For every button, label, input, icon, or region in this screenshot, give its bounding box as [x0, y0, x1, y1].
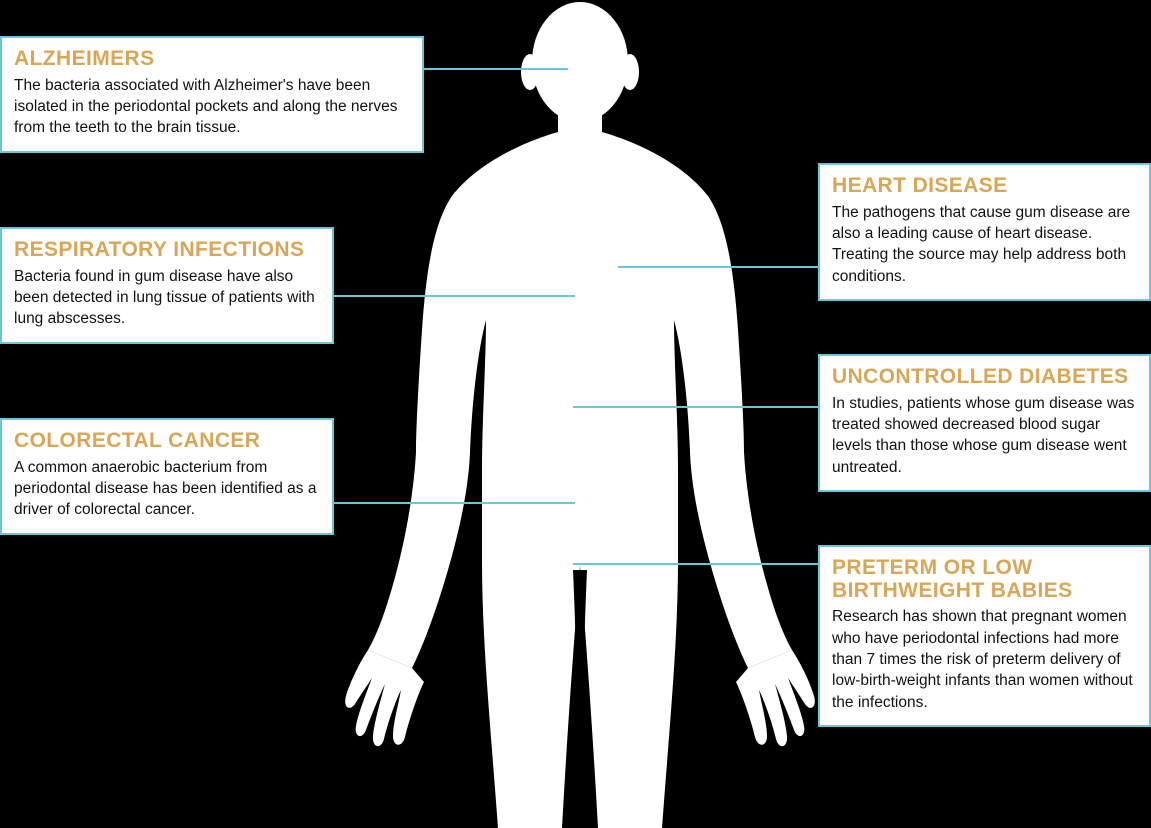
callout-uncontrolled-diabetes[interactable]	[818, 354, 1151, 492]
callout-body-alzheimers: The bacteria associated with Alzheimer's have been isolated in the periodontal pockets and along the nerves from the teeth to the brain tissue.	[14, 76, 398, 137]
connector-line-respiratory	[332, 295, 575, 297]
callout-body-preterm-low-birthweight: Research has shown that pregnant women who have periodontal infections had more than 7 times the risk of preterm delivery of low-birth-weight infants than women without the infections.	[832, 608, 1133, 711]
callout-respiratory-infections[interactable]	[0, 227, 334, 344]
callout-title-colorectal-cancer: COLORECTAL CANCER	[14, 429, 261, 452]
callout-body-colorectal-cancer: A common anaerobic bacterium from periodontal disease has been identified as a driver of colorectal cancer.	[14, 458, 317, 519]
callout-colorectal-cancer[interactable]	[0, 418, 334, 535]
callout-title-uncontrolled-diabetes: UNCONTROLLED DIABETES	[832, 365, 1129, 388]
callout-title-preterm-low-birthweight: PRETERM OR LOW BIRTHWEIGHT BABIES	[832, 556, 1073, 602]
callout-body-respiratory-infections: Bacteria found in gum disease have also been detected in lung tissue of patients with lung abscesses.	[14, 267, 315, 328]
callout-body-heart-disease: The pathogens that cause gum disease are also a leading cause of heart disease. Treating the source may help address both conditions.	[832, 203, 1131, 285]
connector-line-colorectal	[332, 502, 575, 504]
callout-title-alzheimers: ALZHEIMERS	[14, 47, 155, 70]
callout-body-uncontrolled-diabetes: In studies, patients whose gum disease was treated showed decreased blood sugar levels than those whose gum disease went untreated.	[832, 394, 1135, 476]
callout-preterm-low-birthweight[interactable]	[818, 545, 1151, 727]
connector-line-alzheimers	[422, 68, 568, 70]
callout-title-heart-disease: HEART DISEASE	[832, 174, 1008, 197]
connector-line-diabetes	[573, 406, 820, 408]
callout-heart-disease[interactable]	[818, 163, 1151, 301]
connector-line-preterm	[573, 563, 820, 565]
callout-title-respiratory-infections: RESPIRATORY INFECTIONS	[14, 238, 305, 261]
connector-line-heart	[618, 266, 820, 268]
callout-alzheimers[interactable]	[0, 36, 424, 153]
